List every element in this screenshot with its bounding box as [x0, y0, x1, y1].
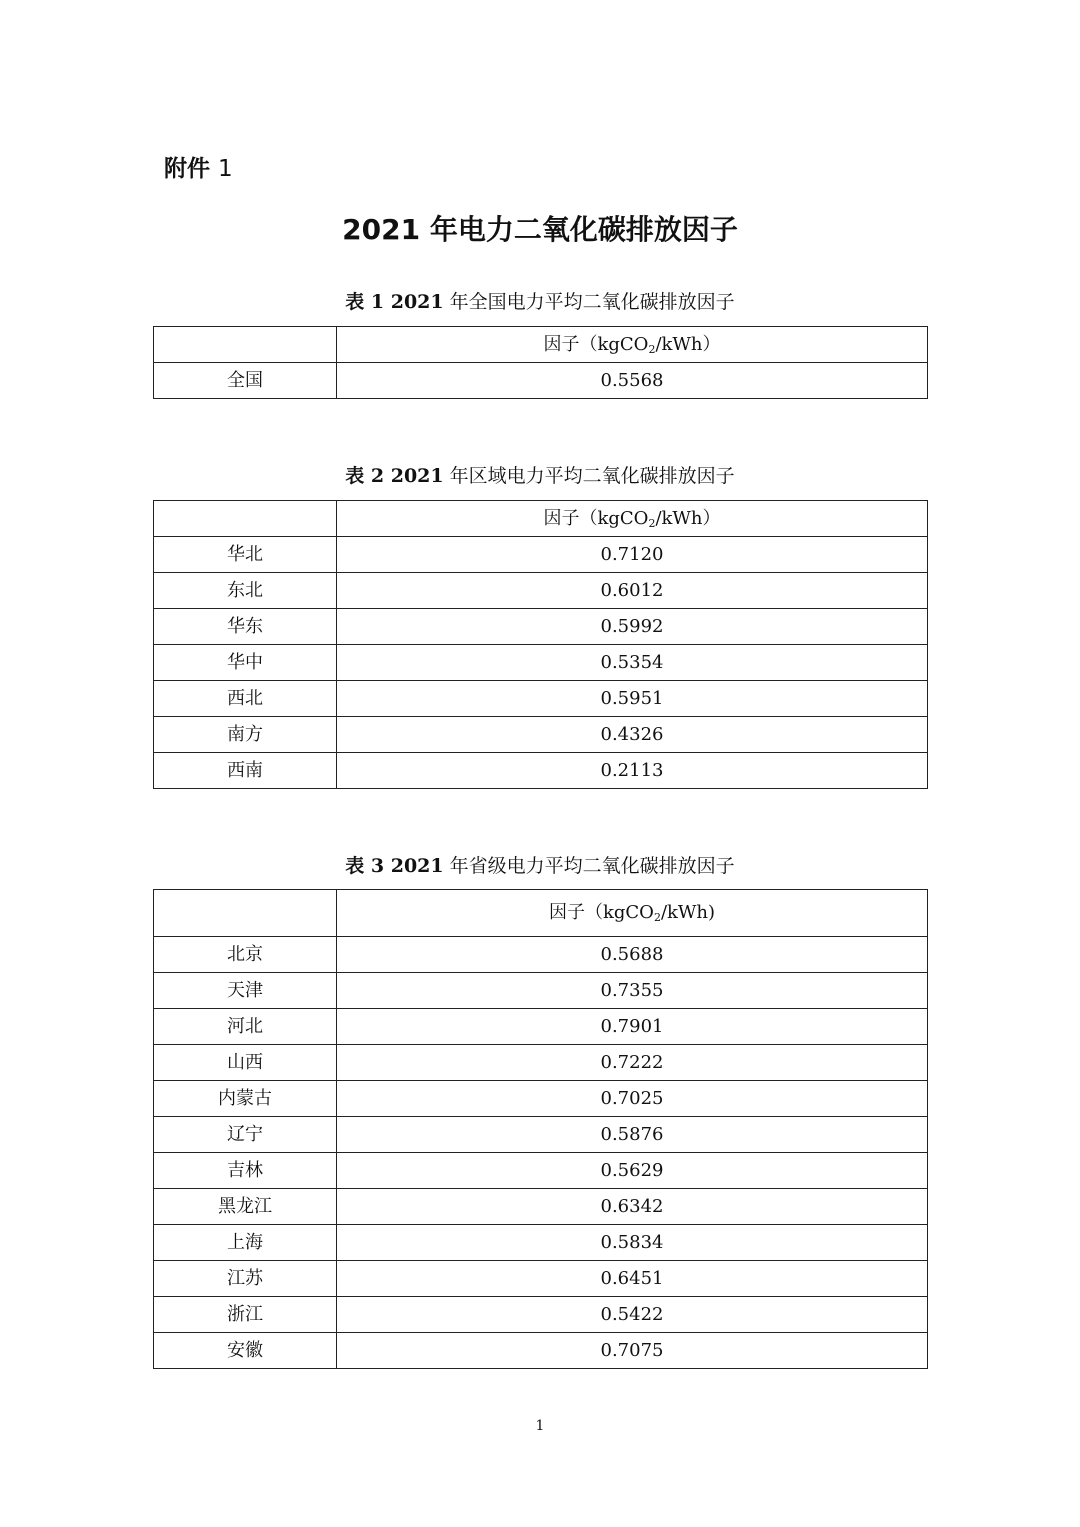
header-factor-cell [337, 890, 928, 937]
factor-value-cell: 0.5992 [337, 609, 928, 645]
region-cell: 华东 [154, 609, 337, 645]
header-unit-text: 因子（kgCO [543, 333, 649, 355]
factor-value-cell: 0.7901 [337, 1009, 928, 1045]
region-cell: 安徽 [154, 1333, 337, 1369]
annex-label [164, 150, 233, 183]
annex-number: 1 [218, 156, 233, 182]
table-1-caption-text: 年全国电力平均二氧化碳排放因子 [443, 291, 735, 313]
table-row [154, 1153, 928, 1189]
factor-value-cell: 0.5834 [337, 1225, 928, 1261]
table-provincial [153, 889, 928, 1369]
region-cell: 西北 [154, 681, 337, 717]
factor-value-cell: 0.7025 [337, 1081, 928, 1117]
region-cell: 北京 [154, 937, 337, 973]
table-2-caption-prefix: 表 2 2021 [345, 465, 444, 487]
table-row [154, 1189, 928, 1225]
table-header-row [154, 890, 928, 937]
region-cell: 西南 [154, 753, 337, 789]
header-unit-suffix: /kWh） [655, 507, 721, 529]
table-3-caption-prefix: 表 3 2021 [345, 855, 444, 877]
region-cell: 山西 [154, 1045, 337, 1081]
table-row [154, 937, 928, 973]
table-row [154, 1009, 928, 1045]
factor-value-cell: 0.5876 [337, 1117, 928, 1153]
header-region-cell [154, 501, 337, 537]
table-row [154, 973, 928, 1009]
header-unit-suffix: /kWh) [660, 902, 716, 923]
table-row [154, 1225, 928, 1261]
factor-value-cell: 0.5688 [337, 937, 928, 973]
table-row [154, 645, 928, 681]
region-cell: 吉林 [154, 1153, 337, 1189]
factor-value-cell: 0.4326 [337, 717, 928, 753]
factor-value-cell: 0.6342 [337, 1189, 928, 1225]
table-1-caption [0, 287, 1080, 314]
region-cell: 辽宁 [154, 1117, 337, 1153]
factor-value-cell: 0.7355 [337, 973, 928, 1009]
header-unit-subscript: 2 [648, 516, 656, 530]
table-row [154, 363, 928, 399]
region-cell: 上海 [154, 1225, 337, 1261]
factor-value-cell: 0.6451 [337, 1261, 928, 1297]
table-1-caption-prefix: 表 1 2021 [345, 291, 444, 313]
factor-value-cell: 0.5951 [337, 681, 928, 717]
table-row [154, 681, 928, 717]
header-unit-suffix: /kWh） [655, 333, 721, 355]
header-unit-subscript: 2 [653, 911, 661, 924]
table-2-caption [0, 461, 1080, 488]
table-header-row [154, 327, 928, 363]
table-3-caption [0, 851, 1080, 878]
table-row [154, 1081, 928, 1117]
factor-value-cell: 0.5568 [337, 363, 928, 399]
table-row [154, 1117, 928, 1153]
table-3-caption-text: 年省级电力平均二氧化碳排放因子 [443, 855, 735, 877]
factor-value-cell: 0.2113 [337, 753, 928, 789]
annex-text: 附件 [164, 156, 210, 182]
page-number: 1 [535, 1418, 545, 1434]
region-cell: 华中 [154, 645, 337, 681]
factor-value-cell: 0.5354 [337, 645, 928, 681]
table-row [154, 1297, 928, 1333]
region-cell: 河北 [154, 1009, 337, 1045]
header-factor-cell [337, 501, 928, 537]
table-row [154, 537, 928, 573]
table-header-row [154, 501, 928, 537]
region-cell: 华北 [154, 537, 337, 573]
region-cell: 江苏 [154, 1261, 337, 1297]
table-row [154, 1333, 928, 1369]
factor-value-cell: 0.7222 [337, 1045, 928, 1081]
region-cell: 东北 [154, 573, 337, 609]
factor-value-cell: 0.5422 [337, 1297, 928, 1333]
table-row [154, 573, 928, 609]
header-region-cell [154, 327, 337, 363]
header-unit-subscript: 2 [648, 342, 656, 356]
region-cell: 浙江 [154, 1297, 337, 1333]
table-row [154, 753, 928, 789]
table-national [153, 326, 928, 399]
header-region-cell [154, 890, 337, 937]
factor-value-cell: 0.7120 [337, 537, 928, 573]
header-unit-text: 因子（kgCO [543, 507, 649, 529]
header-unit-text: 因子（kgCO [548, 902, 654, 923]
region-cell: 天津 [154, 973, 337, 1009]
region-cell: 全国 [154, 363, 337, 399]
header-factor-cell [337, 327, 928, 363]
region-cell: 黑龙江 [154, 1189, 337, 1225]
table-2-caption-text: 年区域电力平均二氧化碳排放因子 [443, 465, 735, 487]
table-row [154, 1261, 928, 1297]
table-row [154, 1045, 928, 1081]
table-row [154, 717, 928, 753]
table-regional [153, 500, 928, 789]
region-cell: 南方 [154, 717, 337, 753]
page-title: 2021 年电力二氧化碳排放因子 [342, 213, 738, 246]
factor-value-cell: 0.5629 [337, 1153, 928, 1189]
factor-value-cell: 0.7075 [337, 1333, 928, 1369]
factor-value-cell: 0.6012 [337, 573, 928, 609]
table-row [154, 609, 928, 645]
region-cell: 内蒙古 [154, 1081, 337, 1117]
